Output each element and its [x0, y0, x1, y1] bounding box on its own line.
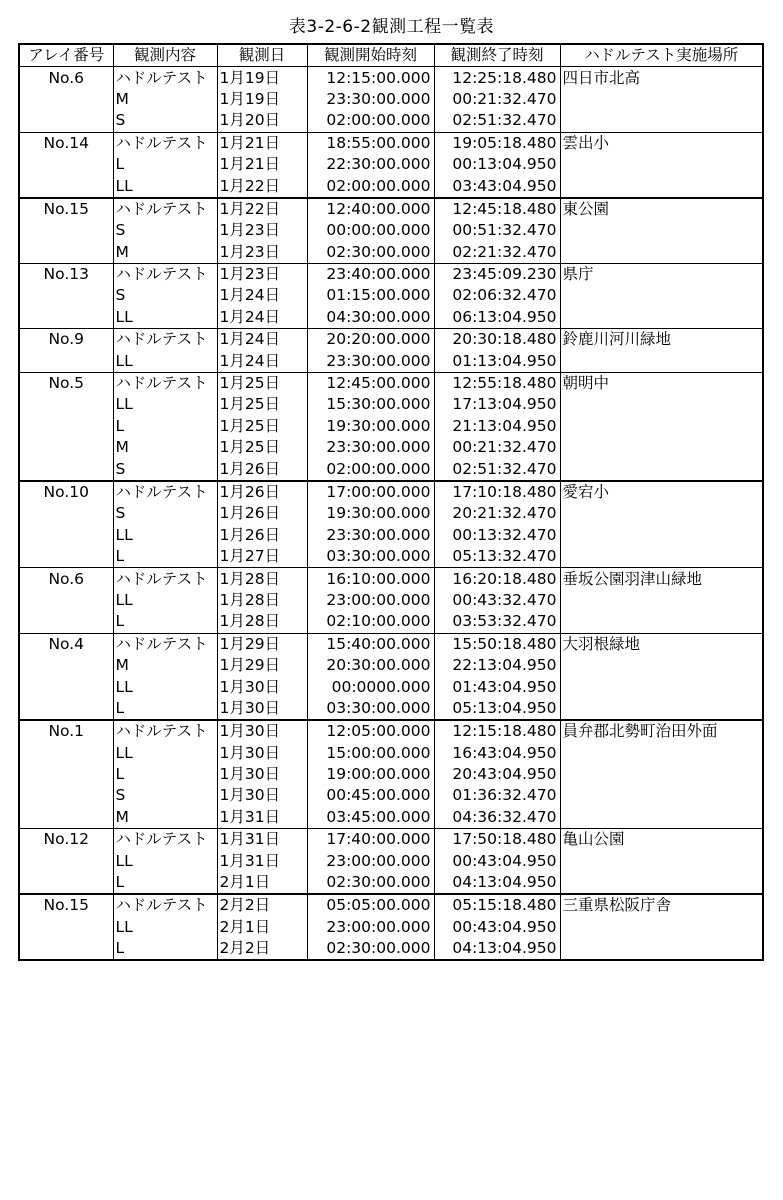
start-time-cell: 17:40:00.000 [307, 829, 434, 851]
table-row [19, 372, 763, 394]
observation-content-cell: L [113, 611, 217, 633]
array-number-cell [19, 917, 113, 938]
end-time-cell: 17:10:18.480 [434, 481, 560, 503]
array-number-cell [19, 655, 113, 676]
array-number-cell [19, 437, 113, 458]
start-time-cell: 18:55:00.000 [307, 132, 434, 154]
observation-content-cell: LL [113, 850, 217, 871]
observation-date-cell: 1月30日 [217, 764, 307, 785]
array-number-cell [19, 307, 113, 329]
location-cell: 三重県松阪庁舎 [560, 894, 763, 916]
header-observation-date: 観測日 [217, 44, 307, 67]
end-time-cell: 00:43:32.470 [434, 590, 560, 611]
observation-content-cell: M [113, 807, 217, 829]
observation-content-cell: ハドルテスト [113, 132, 217, 154]
observation-date-cell: 1月21日 [217, 154, 307, 175]
observation-date-cell: 1月30日 [217, 720, 307, 742]
end-time-cell: 17:50:18.480 [434, 829, 560, 851]
end-time-cell: 01:43:04.950 [434, 676, 560, 697]
end-time-cell: 04:13:04.950 [434, 938, 560, 960]
table-row [19, 110, 763, 132]
location-cell: 東公園 [560, 198, 763, 220]
location-cell: 県庁 [560, 263, 763, 285]
location-cell [560, 503, 763, 524]
observation-content-cell: S [113, 110, 217, 132]
observation-date-cell: 1月23日 [217, 242, 307, 264]
observation-content-cell: LL [113, 350, 217, 372]
end-time-cell: 02:21:32.470 [434, 242, 560, 264]
start-time-cell: 23:00:00.000 [307, 917, 434, 938]
location-cell [560, 590, 763, 611]
table-row [19, 698, 763, 720]
observation-date-cell: 2月1日 [217, 872, 307, 894]
end-time-cell: 20:21:32.470 [434, 503, 560, 524]
observation-content-cell: M [113, 242, 217, 264]
location-cell [560, 242, 763, 264]
location-cell [560, 285, 763, 306]
array-number-cell [19, 525, 113, 546]
start-time-cell: 23:30:00.000 [307, 437, 434, 458]
array-number-cell [19, 89, 113, 110]
start-time-cell: 17:00:00.000 [307, 481, 434, 503]
end-time-cell: 05:13:04.950 [434, 698, 560, 720]
table-row [19, 503, 763, 524]
array-number-cell [19, 110, 113, 132]
start-time-cell: 19:30:00.000 [307, 503, 434, 524]
observation-content-cell: LL [113, 917, 217, 938]
array-number-cell [19, 242, 113, 264]
end-time-cell: 01:13:04.950 [434, 350, 560, 372]
table-row [19, 807, 763, 829]
observation-date-cell: 1月26日 [217, 525, 307, 546]
observation-date-cell: 1月28日 [217, 568, 307, 590]
array-number-cell [19, 416, 113, 437]
start-time-cell: 04:30:00.000 [307, 307, 434, 329]
observation-content-cell: L [113, 938, 217, 960]
end-time-cell: 03:43:04.950 [434, 175, 560, 197]
observation-date-cell: 1月30日 [217, 785, 307, 806]
start-time-cell: 00:45:00.000 [307, 785, 434, 806]
table-row [19, 285, 763, 306]
end-time-cell: 01:36:32.470 [434, 785, 560, 806]
table-row [19, 676, 763, 697]
end-time-cell: 00:21:32.470 [434, 89, 560, 110]
location-cell [560, 220, 763, 241]
header-end-time: 観測終了時刻 [434, 44, 560, 67]
observation-date-cell: 1月26日 [217, 503, 307, 524]
observation-date-cell: 1月24日 [217, 285, 307, 306]
location-cell: 愛宕小 [560, 481, 763, 503]
table-row [19, 590, 763, 611]
table-row [19, 829, 763, 851]
end-time-cell: 12:25:18.480 [434, 67, 560, 89]
location-cell [560, 917, 763, 938]
location-cell: 四日市北高 [560, 67, 763, 89]
table-row [19, 394, 763, 415]
observation-date-cell: 1月19日 [217, 67, 307, 89]
end-time-cell: 12:15:18.480 [434, 720, 560, 742]
observation-content-cell: LL [113, 525, 217, 546]
table-row [19, 132, 763, 154]
array-number-cell [19, 175, 113, 197]
observation-date-cell: 1月24日 [217, 350, 307, 372]
array-number-cell [19, 350, 113, 372]
start-time-cell: 00:00:00.000 [307, 220, 434, 241]
table-row [19, 198, 763, 220]
array-number-cell: No.15 [19, 198, 113, 220]
header-huddle-test-location: ハドルテスト実施場所 [560, 44, 763, 67]
array-number-cell: No.12 [19, 829, 113, 851]
location-cell [560, 154, 763, 175]
observation-date-cell: 1月30日 [217, 743, 307, 764]
observation-date-cell: 1月21日 [217, 132, 307, 154]
location-cell [560, 872, 763, 894]
location-cell [560, 743, 763, 764]
location-cell [560, 307, 763, 329]
array-number-cell [19, 807, 113, 829]
location-cell [560, 525, 763, 546]
location-cell [560, 785, 763, 806]
observation-content-cell: M [113, 655, 217, 676]
table-row [19, 220, 763, 241]
end-time-cell: 23:45:09.230 [434, 263, 560, 285]
table-row [19, 242, 763, 264]
header-array-number: アレイ番号 [19, 44, 113, 67]
table-row [19, 917, 763, 938]
end-time-cell: 15:50:18.480 [434, 633, 560, 655]
array-number-cell [19, 676, 113, 697]
array-number-cell [19, 546, 113, 568]
table-row [19, 938, 763, 960]
observation-content-cell: S [113, 220, 217, 241]
start-time-cell: 03:30:00.000 [307, 546, 434, 568]
start-time-cell: 23:40:00.000 [307, 263, 434, 285]
location-cell [560, 676, 763, 697]
start-time-cell: 05:05:00.000 [307, 894, 434, 916]
observation-content-cell: L [113, 764, 217, 785]
table-row [19, 263, 763, 285]
location-cell [560, 175, 763, 197]
start-time-cell: 22:30:00.000 [307, 154, 434, 175]
observation-date-cell: 1月27日 [217, 546, 307, 568]
location-cell [560, 850, 763, 871]
observation-content-cell: LL [113, 394, 217, 415]
start-time-cell: 19:00:00.000 [307, 764, 434, 785]
location-cell: 大羽根緑地 [560, 633, 763, 655]
table-row [19, 764, 763, 785]
observation-content-cell: ハドルテスト [113, 67, 217, 89]
start-time-cell: 23:30:00.000 [307, 89, 434, 110]
start-time-cell: 20:30:00.000 [307, 655, 434, 676]
table-row [19, 525, 763, 546]
array-number-cell [19, 850, 113, 871]
observation-date-cell: 1月30日 [217, 698, 307, 720]
table-row [19, 785, 763, 806]
end-time-cell: 03:53:32.470 [434, 611, 560, 633]
header-observation-content: 観測内容 [113, 44, 217, 67]
location-cell [560, 611, 763, 633]
end-time-cell: 05:13:32.470 [434, 546, 560, 568]
table-row [19, 154, 763, 175]
end-time-cell: 19:05:18.480 [434, 132, 560, 154]
start-time-cell: 03:30:00.000 [307, 698, 434, 720]
array-number-cell: No.9 [19, 329, 113, 351]
observation-date-cell: 1月19日 [217, 89, 307, 110]
start-time-cell: 19:30:00.000 [307, 416, 434, 437]
table-row [19, 546, 763, 568]
array-number-cell [19, 872, 113, 894]
location-cell [560, 655, 763, 676]
location-cell: 鈴鹿川河川緑地 [560, 329, 763, 351]
observation-content-cell: ハドルテスト [113, 829, 217, 851]
end-time-cell: 21:13:04.950 [434, 416, 560, 437]
start-time-cell: 02:30:00.000 [307, 872, 434, 894]
observation-content-cell: ハドルテスト [113, 263, 217, 285]
array-number-cell [19, 938, 113, 960]
observation-content-cell: ハドルテスト [113, 568, 217, 590]
table-row [19, 611, 763, 633]
observation-date-cell: 1月22日 [217, 198, 307, 220]
start-time-cell: 02:10:00.000 [307, 611, 434, 633]
observation-date-cell: 1月20日 [217, 110, 307, 132]
array-number-cell [19, 611, 113, 633]
table-row [19, 720, 763, 742]
end-time-cell: 16:20:18.480 [434, 568, 560, 590]
table-row [19, 307, 763, 329]
start-time-cell: 02:30:00.000 [307, 938, 434, 960]
observation-content-cell: LL [113, 307, 217, 329]
observation-content-cell: ハドルテスト [113, 481, 217, 503]
start-time-cell: 20:20:00.000 [307, 329, 434, 351]
start-time-cell: 15:00:00.000 [307, 743, 434, 764]
array-number-cell [19, 590, 113, 611]
observation-date-cell: 1月25日 [217, 372, 307, 394]
table-row [19, 850, 763, 871]
location-cell [560, 938, 763, 960]
location-cell [560, 394, 763, 415]
end-time-cell: 17:13:04.950 [434, 394, 560, 415]
array-number-cell [19, 394, 113, 415]
array-number-cell [19, 764, 113, 785]
observation-date-cell: 1月31日 [217, 807, 307, 829]
observation-date-cell: 1月31日 [217, 829, 307, 851]
observation-content-cell: M [113, 437, 217, 458]
end-time-cell: 02:51:32.470 [434, 458, 560, 480]
start-time-cell: 00:0000.000 [307, 676, 434, 697]
end-time-cell: 00:13:04.950 [434, 154, 560, 175]
array-number-cell: No.6 [19, 67, 113, 89]
array-number-cell: No.5 [19, 372, 113, 394]
array-number-cell: No.4 [19, 633, 113, 655]
end-time-cell: 05:15:18.480 [434, 894, 560, 916]
array-number-cell [19, 785, 113, 806]
start-time-cell: 01:15:00.000 [307, 285, 434, 306]
start-time-cell: 02:00:00.000 [307, 110, 434, 132]
table-row [19, 329, 763, 351]
array-number-cell: No.14 [19, 132, 113, 154]
observation-content-cell: S [113, 503, 217, 524]
observation-content-cell: L [113, 872, 217, 894]
observation-date-cell: 1月25日 [217, 416, 307, 437]
location-cell [560, 416, 763, 437]
observation-content-cell: M [113, 89, 217, 110]
end-time-cell: 22:13:04.950 [434, 655, 560, 676]
array-number-cell [19, 285, 113, 306]
observation-content-cell: L [113, 546, 217, 568]
start-time-cell: 23:00:00.000 [307, 850, 434, 871]
end-time-cell: 20:30:18.480 [434, 329, 560, 351]
location-cell [560, 110, 763, 132]
observation-date-cell: 2月2日 [217, 938, 307, 960]
start-time-cell: 02:00:00.000 [307, 175, 434, 197]
start-time-cell: 15:30:00.000 [307, 394, 434, 415]
table-row [19, 743, 763, 764]
table-row [19, 437, 763, 458]
observation-date-cell: 1月24日 [217, 307, 307, 329]
table-body [19, 44, 763, 960]
observation-date-cell: 1月26日 [217, 481, 307, 503]
end-time-cell: 00:43:04.950 [434, 917, 560, 938]
observation-content-cell: L [113, 154, 217, 175]
observation-date-cell: 1月23日 [217, 220, 307, 241]
table-row [19, 175, 763, 197]
start-time-cell: 12:05:00.000 [307, 720, 434, 742]
observation-date-cell: 2月1日 [217, 917, 307, 938]
observation-schedule-table [18, 43, 764, 961]
table-row [19, 89, 763, 110]
table-row [19, 67, 763, 89]
observation-date-cell: 1月22日 [217, 175, 307, 197]
array-number-cell: No.10 [19, 481, 113, 503]
array-number-cell: No.13 [19, 263, 113, 285]
end-time-cell: 02:51:32.470 [434, 110, 560, 132]
end-time-cell: 00:13:32.470 [434, 525, 560, 546]
observation-date-cell: 1月28日 [217, 611, 307, 633]
observation-date-cell: 1月23日 [217, 263, 307, 285]
observation-date-cell: 1月26日 [217, 458, 307, 480]
start-time-cell: 15:40:00.000 [307, 633, 434, 655]
table-row [19, 568, 763, 590]
start-time-cell: 16:10:00.000 [307, 568, 434, 590]
end-time-cell: 00:21:32.470 [434, 437, 560, 458]
observation-content-cell: ハドルテスト [113, 894, 217, 916]
start-time-cell: 03:45:00.000 [307, 807, 434, 829]
location-cell [560, 807, 763, 829]
array-number-cell: No.15 [19, 894, 113, 916]
observation-date-cell: 2月2日 [217, 894, 307, 916]
table-row [19, 458, 763, 480]
location-cell [560, 350, 763, 372]
observation-content-cell: S [113, 458, 217, 480]
array-number-cell: No.6 [19, 568, 113, 590]
table-row [19, 350, 763, 372]
array-number-cell [19, 698, 113, 720]
observation-content-cell: L [113, 698, 217, 720]
observation-content-cell: S [113, 285, 217, 306]
start-time-cell: 12:40:00.000 [307, 198, 434, 220]
location-cell [560, 764, 763, 785]
observation-content-cell: ハドルテスト [113, 372, 217, 394]
page-title: 表3-2-6-2観測工程一覧表 [288, 17, 495, 37]
table-row [19, 655, 763, 676]
location-cell: 朝明中 [560, 372, 763, 394]
observation-date-cell: 1月31日 [217, 850, 307, 871]
observation-content-cell: ハドルテスト [113, 329, 217, 351]
end-time-cell: 00:43:04.950 [434, 850, 560, 871]
observation-content-cell: L [113, 416, 217, 437]
array-number-cell [19, 154, 113, 175]
location-cell: 雲出小 [560, 132, 763, 154]
location-cell: 員弁郡北勢町治田外面 [560, 720, 763, 742]
observation-content-cell: ハドルテスト [113, 198, 217, 220]
location-cell [560, 458, 763, 480]
array-number-cell: No.1 [19, 720, 113, 742]
observation-date-cell: 1月25日 [217, 394, 307, 415]
end-time-cell: 16:43:04.950 [434, 743, 560, 764]
observation-content-cell: ハドルテスト [113, 720, 217, 742]
table-row [19, 633, 763, 655]
observation-content-cell: S [113, 785, 217, 806]
array-number-cell [19, 220, 113, 241]
table-row [19, 894, 763, 916]
end-time-cell: 12:55:18.480 [434, 372, 560, 394]
observation-date-cell: 1月30日 [217, 676, 307, 697]
array-number-cell [19, 458, 113, 480]
observation-content-cell: LL [113, 175, 217, 197]
start-time-cell: 23:30:00.000 [307, 350, 434, 372]
start-time-cell: 23:00:00.000 [307, 590, 434, 611]
array-number-cell [19, 503, 113, 524]
observation-date-cell: 1月25日 [217, 437, 307, 458]
end-time-cell: 04:13:04.950 [434, 872, 560, 894]
location-cell: 垂坂公園羽津山緑地 [560, 568, 763, 590]
start-time-cell: 12:15:00.000 [307, 67, 434, 89]
observation-date-cell: 1月28日 [217, 590, 307, 611]
observation-content-cell: LL [113, 743, 217, 764]
table-row [19, 481, 763, 503]
table-row [19, 872, 763, 894]
end-time-cell: 02:06:32.470 [434, 285, 560, 306]
end-time-cell: 20:43:04.950 [434, 764, 560, 785]
table-row [19, 416, 763, 437]
location-cell [560, 546, 763, 568]
start-time-cell: 12:45:00.000 [307, 372, 434, 394]
start-time-cell: 02:30:00.000 [307, 242, 434, 264]
observation-date-cell: 1月24日 [217, 329, 307, 351]
location-cell: 亀山公園 [560, 829, 763, 851]
start-time-cell: 02:00:00.000 [307, 458, 434, 480]
end-time-cell: 06:13:04.950 [434, 307, 560, 329]
observation-content-cell: LL [113, 590, 217, 611]
location-cell [560, 89, 763, 110]
observation-date-cell: 1月29日 [217, 655, 307, 676]
start-time-cell: 23:30:00.000 [307, 525, 434, 546]
location-cell [560, 698, 763, 720]
observation-content-cell: ハドルテスト [113, 633, 217, 655]
table-header-row [19, 44, 763, 67]
location-cell [560, 437, 763, 458]
end-time-cell: 00:51:32.470 [434, 220, 560, 241]
observation-date-cell: 1月29日 [217, 633, 307, 655]
array-number-cell [19, 743, 113, 764]
end-time-cell: 12:45:18.480 [434, 198, 560, 220]
header-start-time: 観測開始時刻 [307, 44, 434, 67]
observation-content-cell: LL [113, 676, 217, 697]
end-time-cell: 04:36:32.470 [434, 807, 560, 829]
